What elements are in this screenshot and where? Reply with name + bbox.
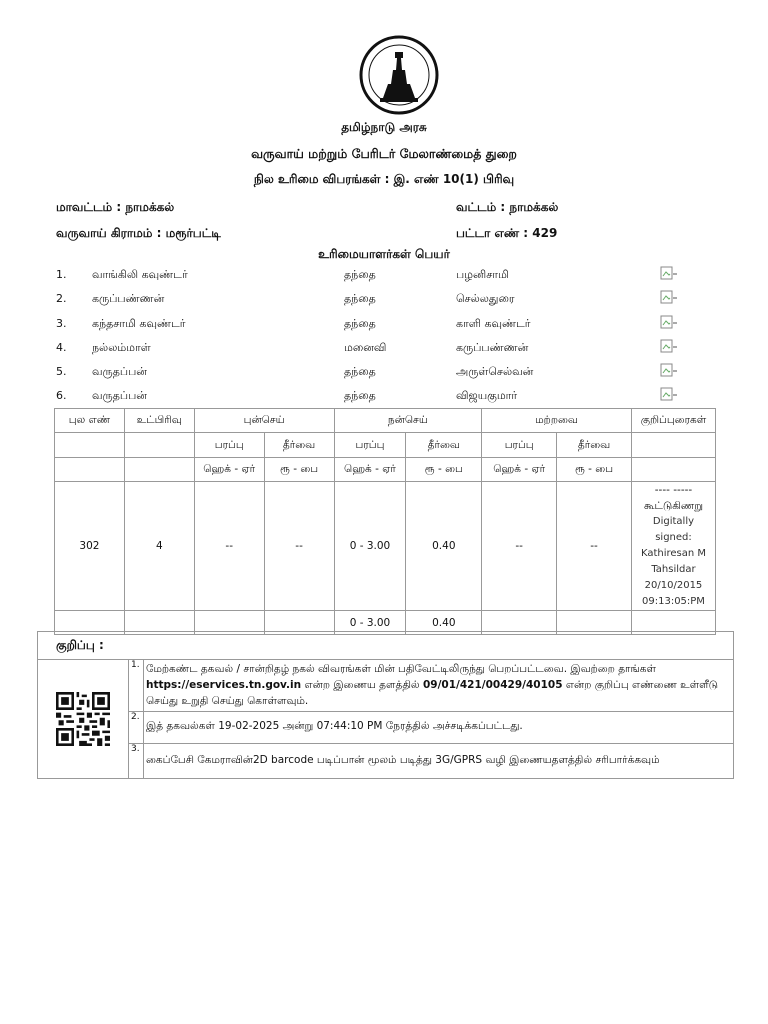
broken-image-icon <box>660 363 678 379</box>
owner-relation: தந்தை <box>344 268 376 281</box>
broken-image-icon <box>660 339 678 355</box>
remarks-cell <box>631 482 715 611</box>
subdivision: 4 <box>124 482 194 611</box>
owner-name: நல்லம்மாள் <box>92 341 151 354</box>
owner-number: 6. <box>56 389 67 402</box>
qr-code-cell <box>38 660 129 778</box>
header-remarks: குறிப்புரைகள் <box>631 409 715 433</box>
note-item <box>129 660 733 712</box>
sub-area: பரப்பு <box>194 433 264 458</box>
broken-image-icon <box>660 387 678 403</box>
table-header-row <box>55 409 716 433</box>
document-title: நில உரிமை விபரங்கள் : இ. எண் 10(1) பிரிவு <box>253 172 515 186</box>
note-number: 2. <box>129 712 144 743</box>
survey-no: 302 <box>55 482 125 611</box>
unit-tax: ரூ - பை <box>264 458 334 482</box>
note-text: மேற்கண்ட தகவல் / சான்றிதழ் நகல் விவரங்கள் மின் பதிவேட்டிலிருந்து பெறப்பட்டவை. இவற்றை தாங்கள் <box>146 663 656 675</box>
header-subdivision: உட்பிரிவு <box>124 409 194 433</box>
owner-number: 2. <box>56 292 67 305</box>
owner-relation: தந்தை <box>344 365 376 378</box>
unit-area: ஹெக் - ஏர் <box>194 458 264 482</box>
sub-area: பரப்பு <box>334 433 406 458</box>
dry-area: -- <box>194 482 264 611</box>
dry-tax: -- <box>264 482 334 611</box>
note-item <box>129 712 733 744</box>
owner-relative: பழனிசாமி <box>456 268 509 281</box>
total-wet-tax: 0.40 <box>406 611 482 635</box>
broken-image-icon <box>660 266 678 282</box>
wet-area: 0 - 3.00 <box>334 482 406 611</box>
owner-relative: செல்லதுரை <box>456 292 515 305</box>
owner-name: வருதப்பன் <box>92 365 147 378</box>
digital-signature-label: Digitally signed: <box>652 516 695 543</box>
sub-tax: தீர்வை <box>557 433 632 458</box>
notes-box <box>37 631 734 779</box>
signature-time: 09:13:05:PM <box>642 596 705 607</box>
unit-area: ஹெக் - ஏர் <box>334 458 406 482</box>
owner-relative: கருப்பண்ணன் <box>456 341 529 354</box>
verification-url[interactable]: https://eservices.tn.gov.in <box>146 679 302 691</box>
owner-name: கந்தசாமி கவுண்டர் <box>92 317 186 330</box>
tamil-nadu-emblem <box>358 34 440 116</box>
sub-tax: தீர்வை <box>406 433 482 458</box>
note-text: கைப்பேசி கேமராவின்2D barcode படிப்பான் மூலம் படித்து 3G/GPRS வழி இணையதளத்தில் சரிபார்க்கவும் <box>146 754 660 766</box>
note-text: என்ற குறிப்பு எண்ணை உள்ளீடு செய்து உறுதி செய்து கொள்ளவும். <box>146 679 719 707</box>
owner-relation: தந்தை <box>344 389 376 402</box>
broken-image-icon <box>660 315 678 331</box>
header-survey-no: புல எண் <box>55 409 125 433</box>
table-units-row <box>55 458 716 482</box>
reference-code: 09/01/421/00429/40105 <box>422 679 563 691</box>
owner-row <box>56 317 696 335</box>
unit-tax: ரூ - பை <box>406 458 482 482</box>
owner-relative: அருள்செல்வன் <box>456 365 534 378</box>
remarks-dash: ---- ----- <box>654 484 693 496</box>
note-item <box>129 744 733 778</box>
department-title: வருவாய் மற்றும் பேரிடர் மேலாண்மைத் துறை <box>251 146 517 161</box>
owner-relation: தந்தை <box>344 317 376 330</box>
wet-tax: 0.40 <box>406 482 482 611</box>
other-tax: -- <box>557 482 632 611</box>
owner-relative: காளி கவுண்டர் <box>456 317 531 330</box>
owner-number: 3. <box>56 317 67 330</box>
signature-date: 20/10/2015 <box>644 580 703 591</box>
owner-name: கருப்பண்ணன் <box>92 292 165 305</box>
owner-row <box>56 341 696 359</box>
owner-number: 4. <box>56 341 67 354</box>
owners-title: உரிமையாளர்கள் பெயர் <box>318 247 450 261</box>
unit-tax: ரூ - பை <box>557 458 632 482</box>
owner-name: வருதப்பன் <box>92 389 147 402</box>
signer-designation: Tahsildar <box>651 564 696 575</box>
owner-number: 1. <box>56 268 67 281</box>
land-details-table <box>54 408 716 635</box>
owner-number: 5. <box>56 365 67 378</box>
sub-tax: தீர்வை <box>264 433 334 458</box>
remarks-well: கூட்டுகிணறு <box>643 500 703 512</box>
header-other: மற்றவை <box>482 409 632 433</box>
note-number: 3. <box>129 744 144 778</box>
owner-relation: மனைவி <box>344 341 387 354</box>
owner-relative: விஜயகுமார் <box>456 389 518 402</box>
total-wet-area: 0 - 3.00 <box>334 611 406 635</box>
broken-image-icon <box>660 290 678 306</box>
note-number: 1. <box>129 660 144 711</box>
sub-area: பரப்பு <box>482 433 557 458</box>
note-text: என்ற இணைய தளத்தில் <box>301 679 423 691</box>
signer-name: Kathiresan M <box>640 548 707 559</box>
header-dry-land: புன்செய் <box>194 409 334 433</box>
table-subheader-row <box>55 433 716 458</box>
district: மாவட்டம் : நாமக்கல் <box>56 200 175 214</box>
taluk: வட்டம் : நாமக்கல் <box>456 200 559 214</box>
owner-row <box>56 389 696 407</box>
header-wet-land: நன்செய் <box>334 409 482 433</box>
owner-name: வாங்கிலி கவுண்டர் <box>92 268 188 281</box>
other-area: -- <box>482 482 557 611</box>
owner-row <box>56 365 696 383</box>
note-text: இத் தகவல்கள் 19-02-2025 அன்று 07:44:10 PM நேரத்தில் அச்சடிக்கப்பட்டது. <box>146 720 523 732</box>
revenue-village: வருவாய் கிராமம் : மரூர்பட்டி <box>56 226 221 240</box>
table-row <box>55 482 716 611</box>
unit-area: ஹெக் - ஏர் <box>482 458 557 482</box>
notes-title: குறிப்பு : <box>38 632 733 660</box>
qr-code-icon <box>56 692 110 746</box>
owner-row <box>56 268 696 286</box>
govt-title: தமிழ்நாடு அரசு <box>341 120 427 134</box>
owner-row <box>56 292 696 310</box>
owner-relation: தந்தை <box>344 292 376 305</box>
patta-number: பட்டா எண் : 429 <box>456 226 558 240</box>
